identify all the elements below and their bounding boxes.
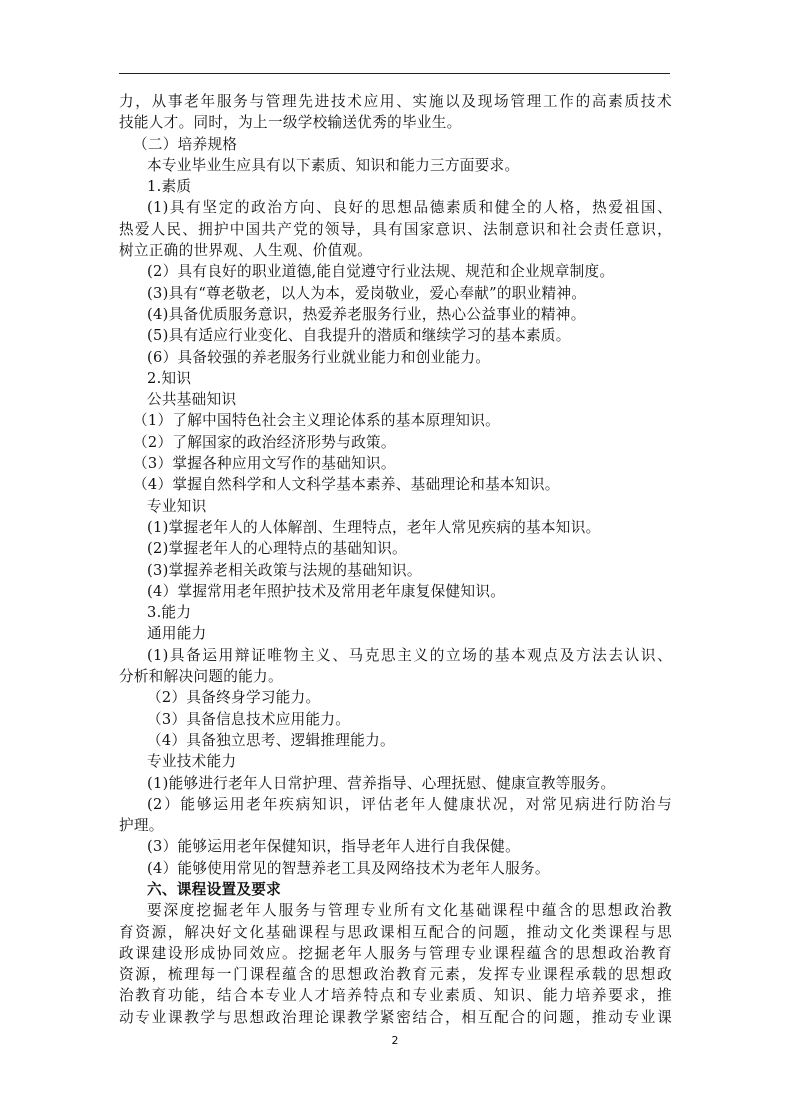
list-item: （4）具备独立思考、逻辑推理能力。 [147, 731, 395, 749]
header-rule [119, 73, 670, 74]
body-text-line: 本专业毕业生应具有以下素质、知识和能力三方面要求。 [147, 156, 520, 174]
list-item: （2）了解国家的政治经济形势与政策。 [133, 433, 396, 451]
list-item: (1)具备运用辩证唯物主义、马克思主义的立场的基本观点及方法去认识、 [147, 646, 672, 664]
list-item: (2)掌握老年人的心理特点的基础知识。 [147, 540, 407, 558]
list-item: (1)具有坚定的政治方向、良好的思想品德素质和健全的人格，热爱祖国、 [147, 199, 672, 217]
chapter-heading: 六、课程设置及要求 [147, 880, 282, 898]
body-text-line: 育资源，解决好文化基础课程与思政课相互配合的问题，推动文化类课程与思 [119, 923, 672, 941]
category-heading: 专业技术能力 [147, 753, 237, 771]
list-item: (2）具有良好的职业道德,能自觉遵守行业法规、规范和企业规章制度。 [147, 263, 615, 281]
list-item: （1）了解中国特色社会主义理论体系的基本原理知识。 [133, 412, 501, 430]
body-text-line: 树立正确的世界观、人生观、价值观。 [119, 242, 373, 260]
body-text-line: 要深度挖掘老年人服务与管理专业所有文化基础课程中蕴含的思想政治教 [147, 902, 672, 920]
body-text-line: 热爱人民、拥护中国共产党的领导，具有国家意识、法制意识和社会责任意识， [119, 220, 672, 238]
category-heading: 通用能力 [147, 625, 207, 643]
list-item: （3）掌握各种应用文写作的基础知识。 [133, 455, 396, 473]
list-item: (4）掌握常用老年照护技术及常用老年康复保健知识。 [147, 582, 506, 600]
list-item: (3)掌握养老相关政策与法规的基础知识。 [147, 561, 422, 579]
subsection-heading: 2.知识 [147, 369, 192, 387]
document-body [119, 91, 672, 1028]
list-item: (4）能够使用常见的智慧养老工具及网络技术为老年人服务。 [147, 859, 550, 877]
list-item: （2）具备终身学习能力。 [147, 689, 321, 707]
body-text-line: 技能人才。同时，为上一级学校输送优秀的毕业生。 [119, 114, 462, 132]
list-item: (1)能够进行老年人日常护理、营养指导、心理抚慰、健康宣教等服务。 [147, 774, 616, 792]
category-heading: 公共基础知识 [147, 391, 237, 409]
body-text-line: 资源，梳理每一门课程蕴含的思想政治教育元素，发挥专业课程承载的思想政 [119, 966, 672, 984]
category-heading: 专业知识 [147, 497, 207, 515]
list-item: （4）掌握自然科学和人文科学基本素养、基础理论和基本知识。 [133, 476, 560, 494]
body-text-line: 力，从事老年服务与管理先进技术应用、实施以及现场管理工作的高素质技术 [119, 93, 672, 110]
list-item: (4)具备优质服务意识，热爱养老服务行业，热心公益事业的精神。 [147, 305, 586, 323]
body-text-line: 分析和解决问题的能力。 [119, 668, 283, 686]
list-item: （3）具备信息技术应用能力。 [147, 710, 351, 728]
body-text-line: 动专业课教学与思想政治理论课教学紧密结合，相互配合的问题，推动专业课 [119, 1008, 672, 1026]
subsection-heading: 1.素质 [147, 178, 192, 196]
page-number: 2 [391, 1034, 399, 1047]
section-heading: （二）培养规格 [133, 135, 238, 153]
list-item: (6）具备较强的养老服务行业就业能力和创业能力。 [147, 348, 491, 366]
list-item: (3)具有“尊老敬老，以人为本，爱岗敬业，爱心奉献”的职业精神。 [147, 284, 587, 302]
list-item: (3）能够运用老年保健知识，指导老年人进行自我保健。 [147, 838, 521, 856]
list-item: (5)具有适应行业变化、自我提升的潜质和继续学习的基本素质。 [147, 327, 571, 345]
list-item: (1)掌握老年人的人体解剖、生理特点，老年人常见疾病的基本知识。 [147, 518, 601, 536]
body-text-line: 政课建设形成协同效应。挖掘老年人服务与管理专业课程蕴含的思想政治教育 [119, 944, 672, 962]
subsection-heading: 3.能力 [147, 604, 192, 622]
body-text-line: 治教育功能，结合本专业人才培养特点和专业素质、知识、能力培养要求，推 [119, 987, 672, 1005]
body-text-line: 护理。 [119, 817, 164, 835]
list-item: (2）能够运用老年疾病知识，评估老年人健康状况，对常见病进行防治与 [147, 795, 672, 813]
